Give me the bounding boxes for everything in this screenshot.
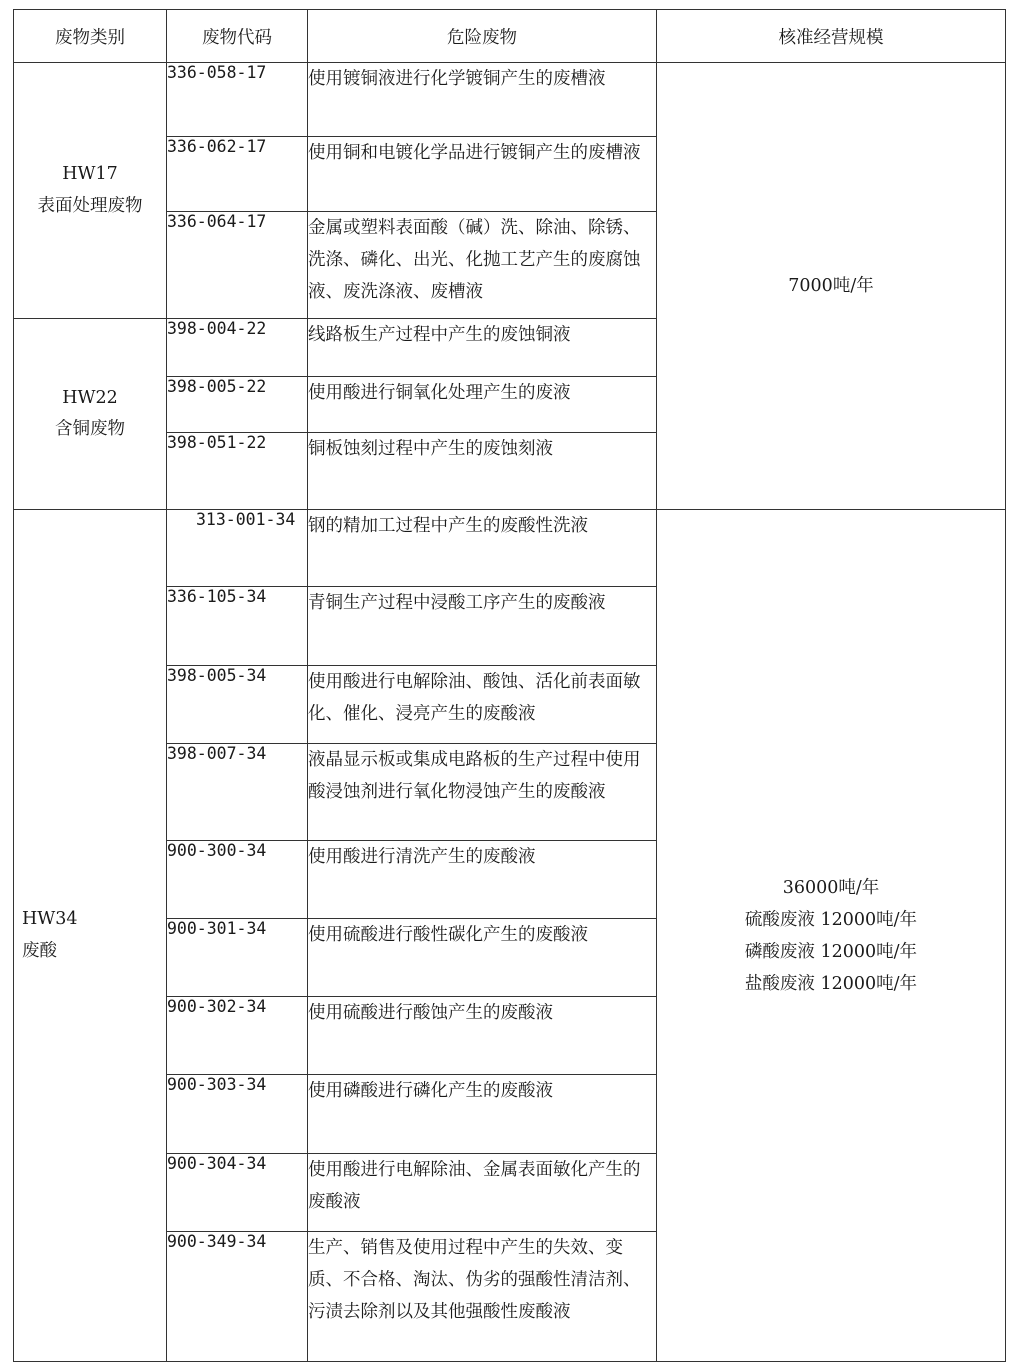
category-code: HW22	[62, 387, 118, 408]
scale-sulfuric: 硫酸废液 12000吨/年	[744, 909, 918, 930]
waste-description: 使用酸进行清洗产生的废酸液	[308, 841, 657, 919]
waste-description: 线路板生产过程中产生的废蚀铜液	[308, 319, 657, 377]
waste-code: 900-303-34	[167, 1075, 308, 1154]
waste-description: 使用铜和电镀化学品进行镀铜产生的废槽液	[308, 137, 657, 212]
waste-code: 336-062-17	[167, 137, 308, 212]
waste-code: 336-064-17	[167, 212, 308, 319]
waste-code: 900-349-34	[167, 1232, 308, 1362]
header-hazard: 危险废物	[308, 10, 657, 63]
waste-description: 使用硫酸进行酸性碳化产生的废酸液	[308, 919, 657, 997]
waste-code: 900-301-34	[167, 919, 308, 997]
waste-code: 900-302-34	[167, 997, 308, 1075]
table-row	[14, 63, 1006, 137]
waste-code: 336-058-17	[167, 63, 308, 137]
waste-description: 使用酸进行铜氧化处理产生的废液	[308, 377, 657, 433]
category-name: 表面处理废物	[37, 195, 143, 216]
category-code: HW17	[62, 164, 118, 184]
waste-description: 使用磷酸进行磷化产生的废酸液	[308, 1075, 657, 1154]
waste-description: 青铜生产过程中浸酸工序产生的废酸液	[308, 587, 657, 666]
category-hw17	[14, 63, 167, 319]
waste-description: 钢的精加工过程中产生的废酸性洗液	[308, 510, 657, 587]
waste-description: 使用酸进行电解除油、酸蚀、活化前表面敏化、催化、浸亮产生的废酸液	[308, 666, 657, 744]
header-scale: 核准经营规模	[657, 10, 1006, 63]
waste-description: 金属或塑料表面酸（碱）洗、除油、除锈、洗涤、磷化、出光、化抛工艺产生的废腐蚀液、废洗涤液、废槽液	[308, 212, 657, 319]
scale-phosphoric: 磷酸废液 12000吨/年	[744, 941, 918, 962]
waste-code: 398-005-34	[167, 666, 308, 744]
waste-code: 900-300-34	[167, 841, 308, 919]
waste-description: 铜板蚀刻过程中产生的废蚀刻液	[308, 433, 657, 510]
waste-description: 使用酸进行电解除油、金属表面敏化产生的废酸液	[308, 1154, 657, 1232]
waste-code: 336-105-34	[167, 587, 308, 666]
category-name: 废酸	[22, 940, 57, 961]
waste-code: 398-051-22	[167, 433, 308, 510]
waste-code: 900-304-34	[167, 1154, 308, 1232]
category-hw34	[14, 510, 167, 1362]
waste-code: 313-001-34	[167, 510, 308, 587]
waste-description: 生产、销售及使用过程中产生的失效、变质、不合格、淘汰、伪劣的强酸性清洁剂、污渍去除剂以及其他强酸性废酸液	[308, 1232, 657, 1362]
scale-hydrochloric: 盐酸废液 12000吨/年	[744, 973, 918, 994]
waste-code: 398-007-34	[167, 744, 308, 841]
scale-hw17-hw22: 7000吨/年	[657, 63, 1006, 510]
waste-description: 使用镀铜液进行化学镀铜产生的废槽液	[308, 63, 657, 137]
hazardous-waste-table	[13, 9, 1006, 1362]
header-row	[14, 10, 1006, 63]
header-code: 废物代码	[167, 10, 308, 63]
category-name: 含铜废物	[55, 419, 125, 439]
scale-hw34	[657, 510, 1006, 1362]
header-category: 废物类别	[14, 10, 167, 63]
category-hw22	[14, 319, 167, 510]
waste-code: 398-005-22	[167, 377, 308, 433]
waste-description: 使用硫酸进行酸蚀产生的废酸液	[308, 997, 657, 1075]
table-row	[14, 510, 1006, 587]
scale-total: 36000吨/年	[782, 877, 880, 898]
category-code: HW34	[22, 909, 78, 929]
waste-code: 398-004-22	[167, 319, 308, 377]
waste-description: 液晶显示板或集成电路板的生产过程中使用酸浸蚀剂进行氧化物浸蚀产生的废酸液	[308, 744, 657, 841]
